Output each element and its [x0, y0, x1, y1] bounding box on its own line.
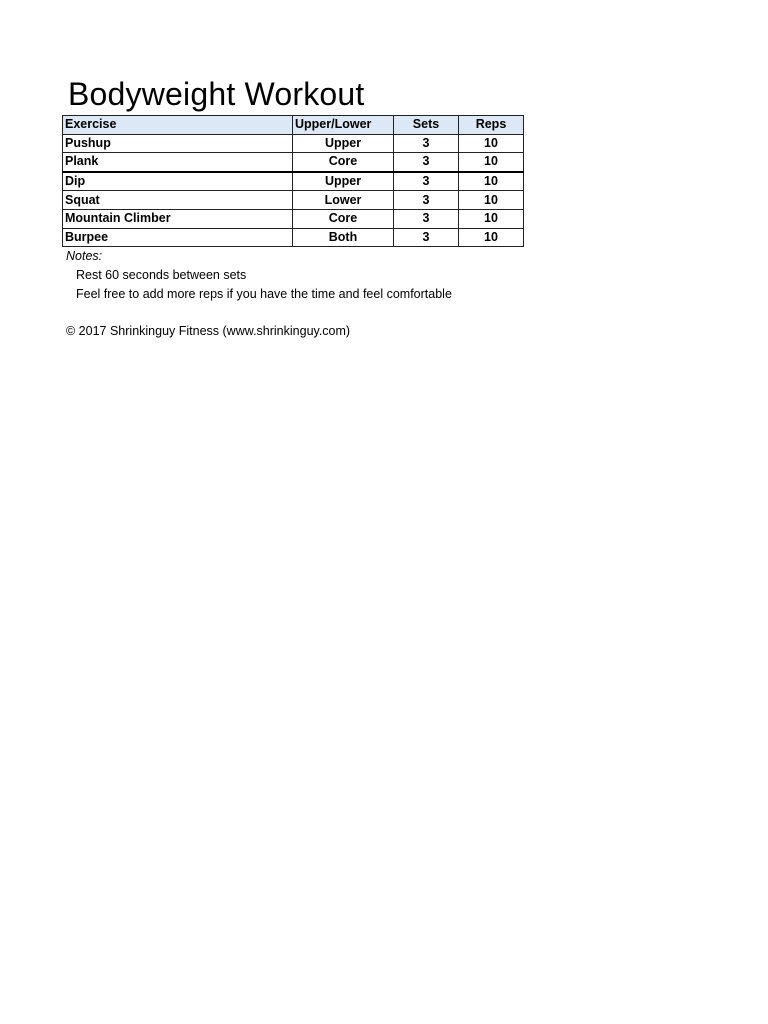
workout-table	[62, 115, 524, 247]
cell-upper-lower: Both	[293, 228, 394, 247]
table-row	[63, 191, 524, 210]
header-reps: Reps	[459, 116, 524, 135]
cell-sets: 3	[394, 191, 459, 210]
cell-exercise: Squat	[63, 191, 293, 210]
header-sets: Sets	[394, 116, 459, 135]
cell-upper-lower: Upper	[293, 172, 394, 191]
cell-exercise: Mountain Climber	[63, 209, 293, 228]
table-row	[63, 209, 524, 228]
cell-upper-lower: Core	[293, 153, 394, 172]
cell-exercise: Pushup	[63, 134, 293, 153]
table-header-row	[63, 116, 524, 135]
cell-upper-lower: Upper	[293, 134, 394, 153]
cell-reps: 10	[459, 209, 524, 228]
table-row	[63, 228, 524, 247]
copyright-footer: © 2017 Shrinkinguy Fitness (www.shrinkinguy.com)	[66, 324, 351, 338]
cell-reps: 10	[459, 153, 524, 172]
cell-sets: 3	[394, 134, 459, 153]
cell-sets: 3	[394, 153, 459, 172]
cell-reps: 10	[459, 191, 524, 210]
header-upper-lower: Upper/Lower	[293, 116, 394, 135]
cell-sets: 3	[394, 172, 459, 191]
note-item: Rest 60 seconds between sets	[76, 268, 247, 282]
note-item: Feel free to add more reps if you have the time and feel comfortable	[76, 287, 452, 301]
notes-label: Notes:	[66, 249, 103, 263]
cell-sets: 3	[394, 209, 459, 228]
table-row	[63, 153, 524, 172]
table-row	[63, 134, 524, 153]
cell-reps: 10	[459, 172, 524, 191]
cell-exercise: Dip	[63, 172, 293, 191]
cell-exercise: Plank	[63, 153, 293, 172]
cell-reps: 10	[459, 134, 524, 153]
cell-upper-lower: Core	[293, 209, 394, 228]
cell-sets: 3	[394, 228, 459, 247]
cell-upper-lower: Lower	[293, 191, 394, 210]
header-exercise: Exercise	[63, 116, 293, 135]
cell-reps: 10	[459, 228, 524, 247]
table-row	[63, 172, 524, 191]
page-title: Bodyweight Workout	[68, 76, 365, 112]
cell-exercise: Burpee	[63, 228, 293, 247]
